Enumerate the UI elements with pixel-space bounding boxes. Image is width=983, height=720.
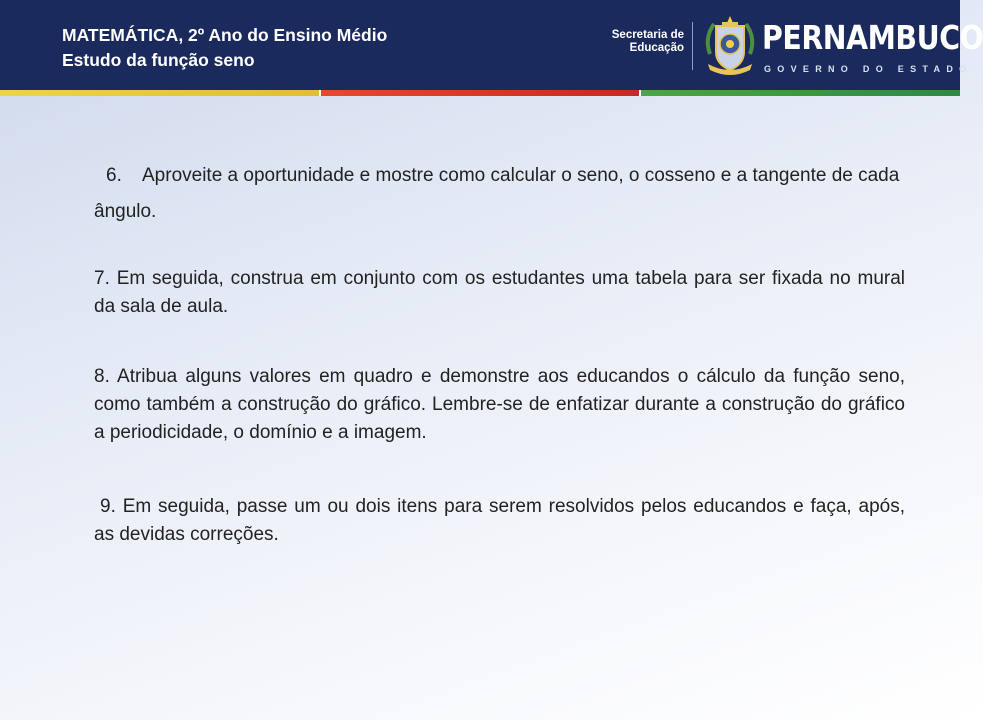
instruction-text: Em seguida, passe um ou dois itens para serem resolvidos pelos educandos e faça, após, as devidas correções. xyxy=(94,496,905,545)
instruction-text: Em seguida, construa em conjunto com os estudantes uma tabela para ser fixada no mural da sala de aula. xyxy=(94,268,905,317)
secretaria-label xyxy=(604,29,684,55)
brand-subtitle: GOVERNO DO ESTADO xyxy=(764,64,973,74)
slide-header xyxy=(0,0,983,90)
stripe-yellow xyxy=(0,90,319,96)
instruction-text: Atribua alguns valores em quadro e demonstre aos educandos o cálculo da função seno, como também a construção do gráfico. Lembre-se de enfatizar durante a construção do gráfico a periodicidade, o domínio e a imagem. xyxy=(94,366,905,443)
slide-title: MATEMÁTICA, 2º Ano do Ensino Médio xyxy=(62,25,388,45)
instruction-text: Aproveite a oportunidade e mostre como calcular o seno, o cosseno e a tangente de cada ângulo. xyxy=(94,165,900,222)
instructions-list xyxy=(94,158,905,549)
instruction-item-9 xyxy=(94,493,905,549)
slide-title-block xyxy=(62,23,387,73)
instruction-number: 6. xyxy=(106,165,122,186)
instruction-number: 9. xyxy=(100,496,116,517)
stripe-green xyxy=(641,90,960,96)
brand-name: PERNAMBUCO xyxy=(762,18,983,57)
header-divider xyxy=(692,22,693,70)
pernambuco-coat-of-arms-icon xyxy=(700,14,760,80)
slide-subtitle: Estudo da função seno xyxy=(62,50,255,70)
instruction-number: 7. xyxy=(94,268,110,289)
secretaria-line1: Secretaria de xyxy=(611,29,684,41)
header-color-stripes xyxy=(0,90,960,96)
instruction-item-8 xyxy=(94,363,905,447)
instruction-number: 8. xyxy=(94,366,110,387)
instruction-item-7 xyxy=(94,265,905,321)
secretaria-line2: Educação xyxy=(629,42,684,54)
stripe-red xyxy=(321,90,640,96)
instruction-item-6 xyxy=(94,158,905,230)
